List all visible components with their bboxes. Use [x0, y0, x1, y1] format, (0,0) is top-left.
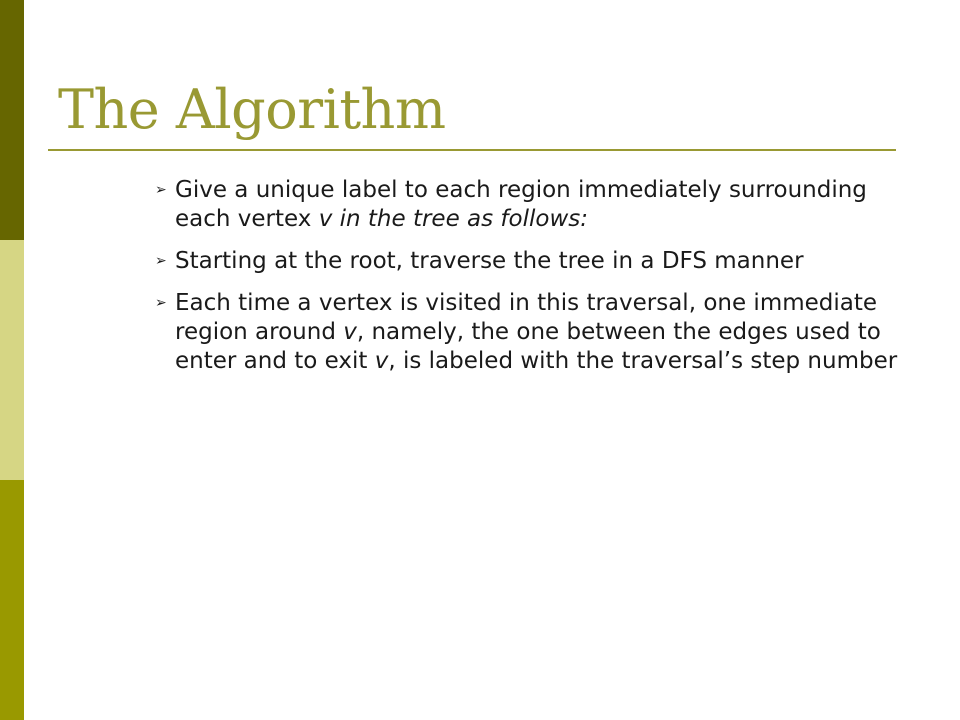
left-accent-bar-bottom — [0, 480, 24, 720]
vertex-variable: v — [318, 206, 333, 232]
bullet-list — [152, 176, 912, 389]
bullet-text: , is labeled with the traversal’s step number — [388, 348, 898, 374]
vertex-variable: v — [374, 348, 389, 374]
bullet-item-1 — [152, 176, 912, 234]
arrowhead-right-icon: ➢ — [155, 295, 167, 311]
bullet-text-italic: in the tree as follows: — [332, 206, 588, 232]
bullet-text: Each time a vertex is visited in this traversal, one immediate region around — [175, 290, 878, 345]
title-underline — [48, 149, 896, 151]
vertex-variable: v — [343, 319, 357, 345]
left-accent-bar-top — [0, 0, 24, 240]
bullet-item-2 — [152, 247, 912, 276]
bullet-text: Give a unique label to each region immediately surrounding each vertex — [175, 177, 867, 232]
left-accent-bar-middle — [0, 240, 24, 480]
bullet-text: Starting at the root, traverse the tree in a DFS manner — [175, 248, 804, 274]
bullet-text: , namely, the one between the edges used to enter and to exit — [175, 319, 881, 374]
slide-title: The Algorithm — [58, 78, 446, 141]
arrowhead-right-icon: ➢ — [155, 182, 167, 198]
arrowhead-right-icon: ➢ — [155, 253, 167, 269]
bullet-item-3 — [152, 289, 912, 376]
